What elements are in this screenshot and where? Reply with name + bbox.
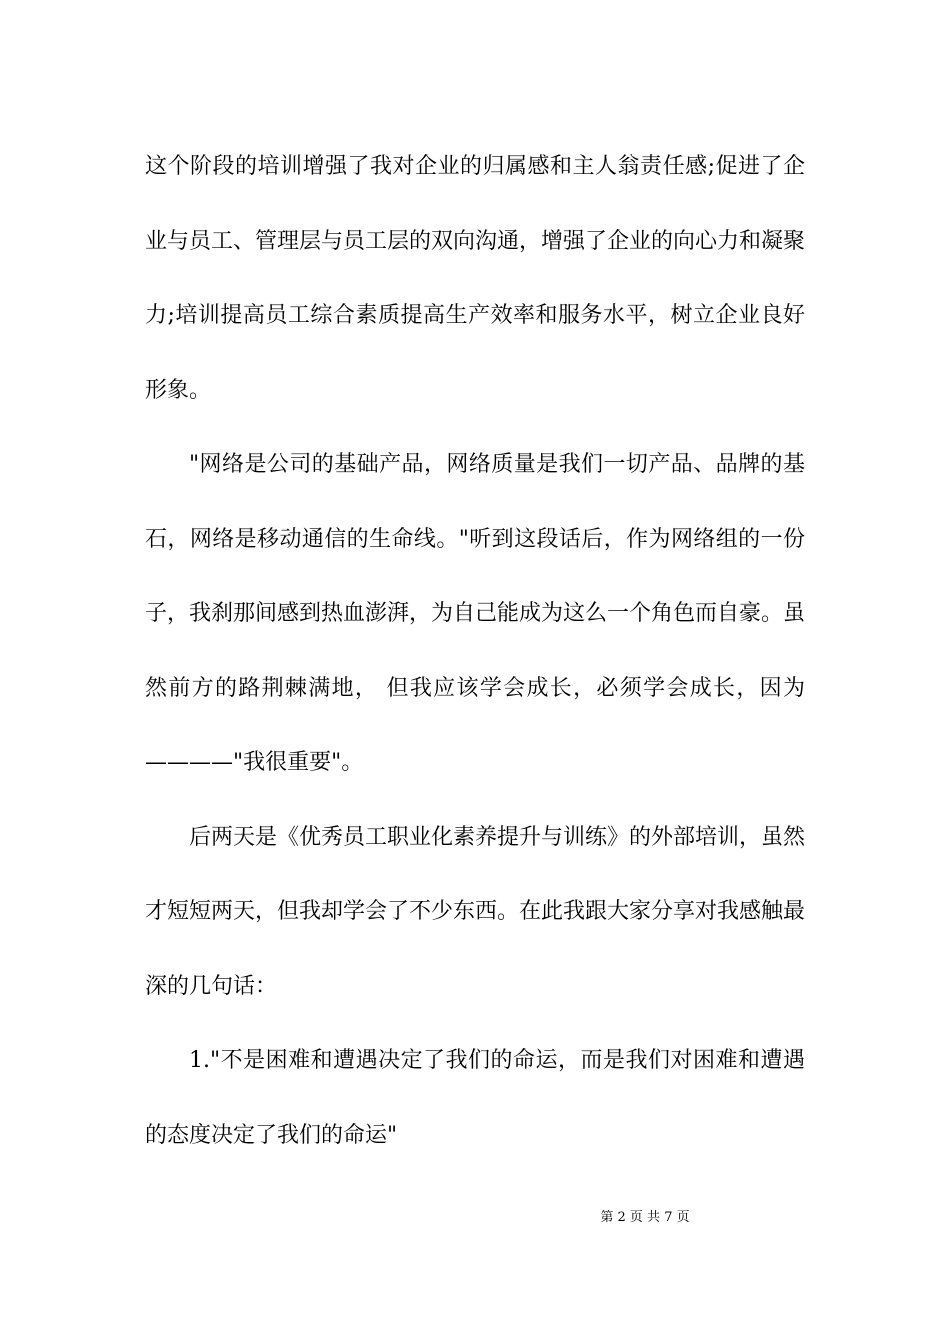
- paragraph-1: 这个阶段的培训增强了我对企业的归属感和主人翁责任感;促进了企业与员工、管理层与员工层的双向沟通，增强了企业的向心力和凝聚力;培训提高员工综合素质提高生产效率和服务水平，树立企业良好形象。: [145, 154, 806, 403]
- paragraph-3: 后两天是《优秀员工职业化素养提升与训练》的外部培训，虽然才短短两天，但我却学会了不少东西。在此我跟大家分享对我感触最深的几句话：: [145, 824, 806, 999]
- page-footer: [0, 1209, 950, 1227]
- paragraph-2: "网络是公司的基础产品，网络质量是我们一切产品、品牌的基石，网络是移动通信的生命线。"听到这段话后，作为网络组的一份子，我刹那间感到热血澎湃，为自己能成为这么一个角色而自豪。虽然前方的路荆棘满地， 但我应该学会成长，必须学会成长，因为————"我很重要"。: [145, 452, 806, 775]
- paragraph-4: 1."不是困难和遭遇决定了我们的命运，而是我们对困难和遭遇的态度决定了我们的命运": [145, 1048, 805, 1148]
- page-number: 第 2 页 共 7 页: [600, 1210, 690, 1225]
- document-body: [145, 130, 805, 1173]
